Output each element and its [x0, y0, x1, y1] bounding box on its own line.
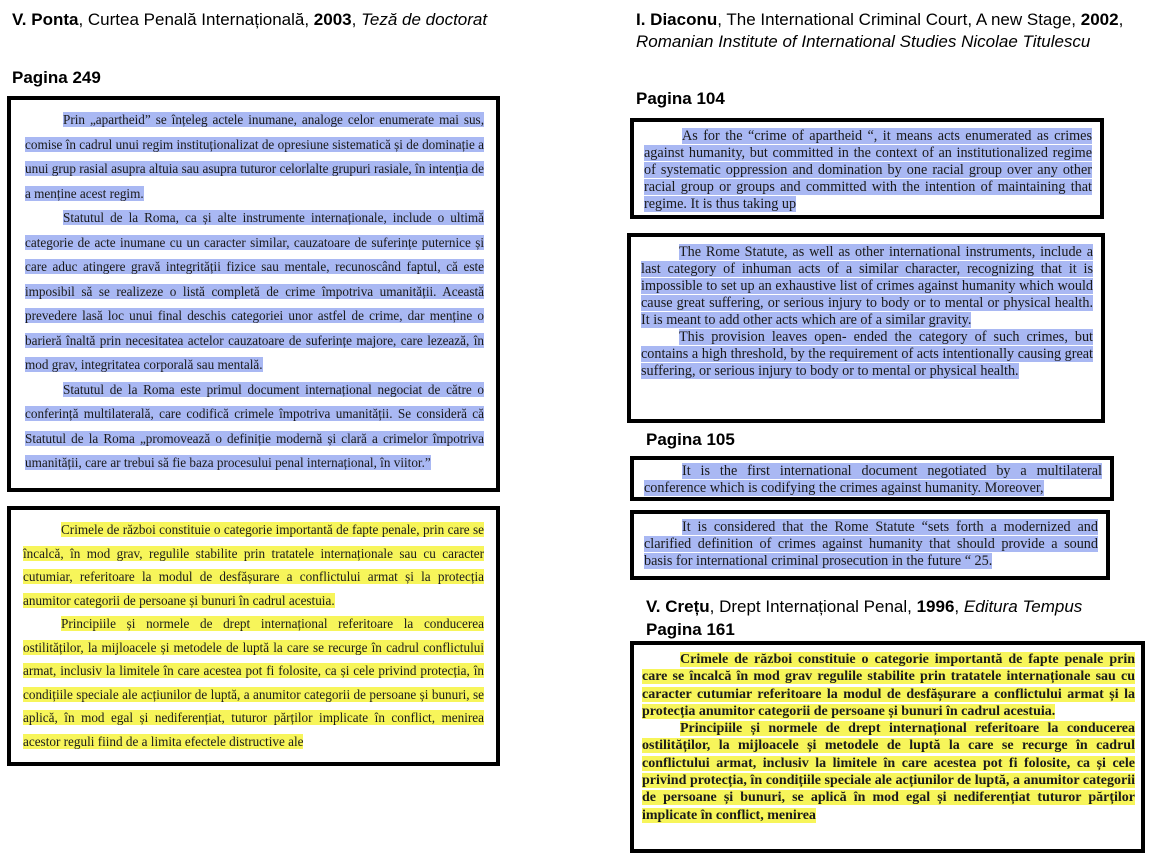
- type-ponta: Teză de doctorat: [361, 10, 488, 29]
- author-diaconu: I. Diaconu: [636, 10, 718, 29]
- ponta-paragraph-2: Statutul de la Roma, ca și alte instrumente internaționale, include o ultimă categorie de acte inumane cu un caracter similar, cauzatoare de suferințe puternice și care aduc atingere gravă integrității fizice sau mentale, recunoscând faptul, că este imposibil să se realizeze o listă completă de crime împotriva umanității. Această prevedere lasă loc unui final deschis categoriei unor astfel de crime, dar menține o barieră înaltă prin necesitatea actelor cauzatoare de suferințe majore, care lezează, în mod grav, integritatea corporală sau mentală.: [25, 210, 484, 372]
- author-ponta: V. Ponta: [12, 10, 79, 29]
- year-cretu: 1996: [916, 597, 955, 616]
- title-ponta: Curtea Penală Internațională: [87, 10, 305, 29]
- diaconu-rome-paragraph-2: This provision leaves open- ended the category of such crimes, but contains a high threshold, by the requirement of acts intentionally causing great suffering, or serious injury to body or to mental or physical health.: [641, 329, 1093, 379]
- ponta-war-paragraph-1: Crimele de război constituie o categorie importantă de fapte penale, prin care se încalcă, în mod grav, regulile stabilite prin tratatele internaționale sau cu caracter cutumiar, referitoare la modul de desfășurare a conflictului armat și la protecția anumitor categorii de persoane și bunuri în cadrul acestuia.: [23, 522, 484, 608]
- citation-cretu: V. Crețu, Drept Internațional Penal, 1996, Editura Tempus: [646, 597, 1083, 616]
- page-label-249: Pagina 249: [12, 68, 101, 87]
- citation-diaconu: I. Diaconu, The International Criminal Court, A new Stage, 2002, Romanian Institute of International Studies Nicolae Titulescu: [636, 10, 1124, 51]
- page-label-161: Pagina 161: [646, 620, 735, 639]
- diaconu-box-apartheid: [630, 118, 1104, 219]
- diaconu-box-rome-statute: [627, 233, 1105, 423]
- diaconu-rome-paragraph-1: The Rome Statute, as well as other international instruments, include a last category of inhuman acts of a similar character, recognizing that it is impossible to set up an exhaustive list of crimes against humanity which would cause great suffering, or serious injury to body or to mental or physical health. It is meant to add other acts which are of a similar gravity.: [641, 244, 1093, 328]
- diaconu-apartheid-text: As for the “crime of apartheid “, it means acts enumerated as crimes against humanity, but committed in the context of an institutionalized regime of systematic oppression and domination by one racial group over any other racial group or groups and committed with the intention of maintaining that regime. It is thus taking up: [644, 128, 1092, 212]
- ponta-paragraph-3: Statutul de la Roma este primul document internațional negociat de către o conferință multilaterală, care codifică crimele împotriva umanității. Se consideră că Statutul de la Roma „promovează o definiție modernă și clară a crimelor împotriva umanității, care ar trebui să fie baza procesului penal internațional, în viitor.”: [25, 381, 484, 470]
- ponta-paragraph-1: Prin „apartheid” se înțeleg actele inumane, analoge celor enumerate mai sus, comise în cadrul unui regim instituționalizat de opresiune sistematică și de dominație a unui grup rasial asupra altuia sau asupra tuturor celorlalte grupuri rasiale, în intenția de a menține acest regim.: [25, 112, 484, 201]
- year-ponta: 2003: [313, 10, 352, 29]
- diaconu-first-document-text: It is the first international document negotiated by a multilateral conference which is codifying the crimes against humanity. Moreover,: [644, 463, 1102, 496]
- diaconu-box-modernized-definition: [630, 510, 1110, 580]
- title-diaconu: The International Criminal Court, A new Stage,: [726, 10, 1077, 29]
- diaconu-box-first-document: [630, 456, 1114, 501]
- cretu-paragraph-1: Crimele de război constituie o categorie importantă de fapte penale prin care se încalcă în mod grav regulile stabilite prin tratatele internaționale sau cu caracter cutumiar referitoare la modul de desfășurare a conflictului armat și la protecția anumitor categorii de persoane și bunuri în cadrul acestuia.: [642, 652, 1135, 719]
- ponta-box-war-crimes: [7, 506, 500, 766]
- page-label-104: Pagina 104: [636, 89, 725, 108]
- citation-ponta: V. Ponta, Curtea Penală Internațională, 2003, Teză de doctorat: [12, 10, 488, 29]
- ponta-box-apartheid: [7, 96, 500, 492]
- cretu-paragraph-2: Principiile și normele de drept internațional referitoare la conducerea ostilităților, la mijloacele și metodele de luptă la care se recurge în cadrul conflictului armat, inclusiv la limitele în care acestea pot fi folosite, ca și cele privind protecția, în condițiile speciale ale acțiunilor de luptă, a anumitor categorii de persoane și bunuri, se aplică în mod egal și nediferențiat tuturor părților implicate în conflict, menirea: [642, 721, 1135, 823]
- author-cretu: V. Crețu: [646, 597, 710, 616]
- page-label-105: Pagina 105: [646, 430, 735, 449]
- year-diaconu: 2002: [1080, 10, 1119, 29]
- publisher-cretu: Editura Tempus: [963, 597, 1083, 616]
- ponta-war-paragraph-2: Principiile și normele de drept internațional referitoare la conducerea ostilităților, la mijloacele și metodele de luptă la care se recurge în cadrul conflictului armat, inclusiv la limitele în care acestea pot fi folosite, ca și cele privind protecția, în condițiile speciale ale acțiunilor de luptă, a anumitor categorii de persoane și bunuri, se aplică, în mod egal și nediferențiat, tuturor părților implicate în conflict, menirea acestor reguli fiind de a limita efectele distructive ale: [23, 616, 484, 749]
- cretu-box-war-crimes: [630, 641, 1145, 853]
- title-cretu: Drept Internațional Penal: [719, 597, 908, 616]
- publisher-diaconu: Romanian Institute of International Studies Nicolae Titulescu: [636, 32, 1091, 51]
- diaconu-modernized-text: It is considered that the Rome Statute “sets forth a modernized and clarified definition of crimes against humanity that should provide a sound basis for international criminal prosecution in the future “ 25.: [644, 519, 1098, 569]
